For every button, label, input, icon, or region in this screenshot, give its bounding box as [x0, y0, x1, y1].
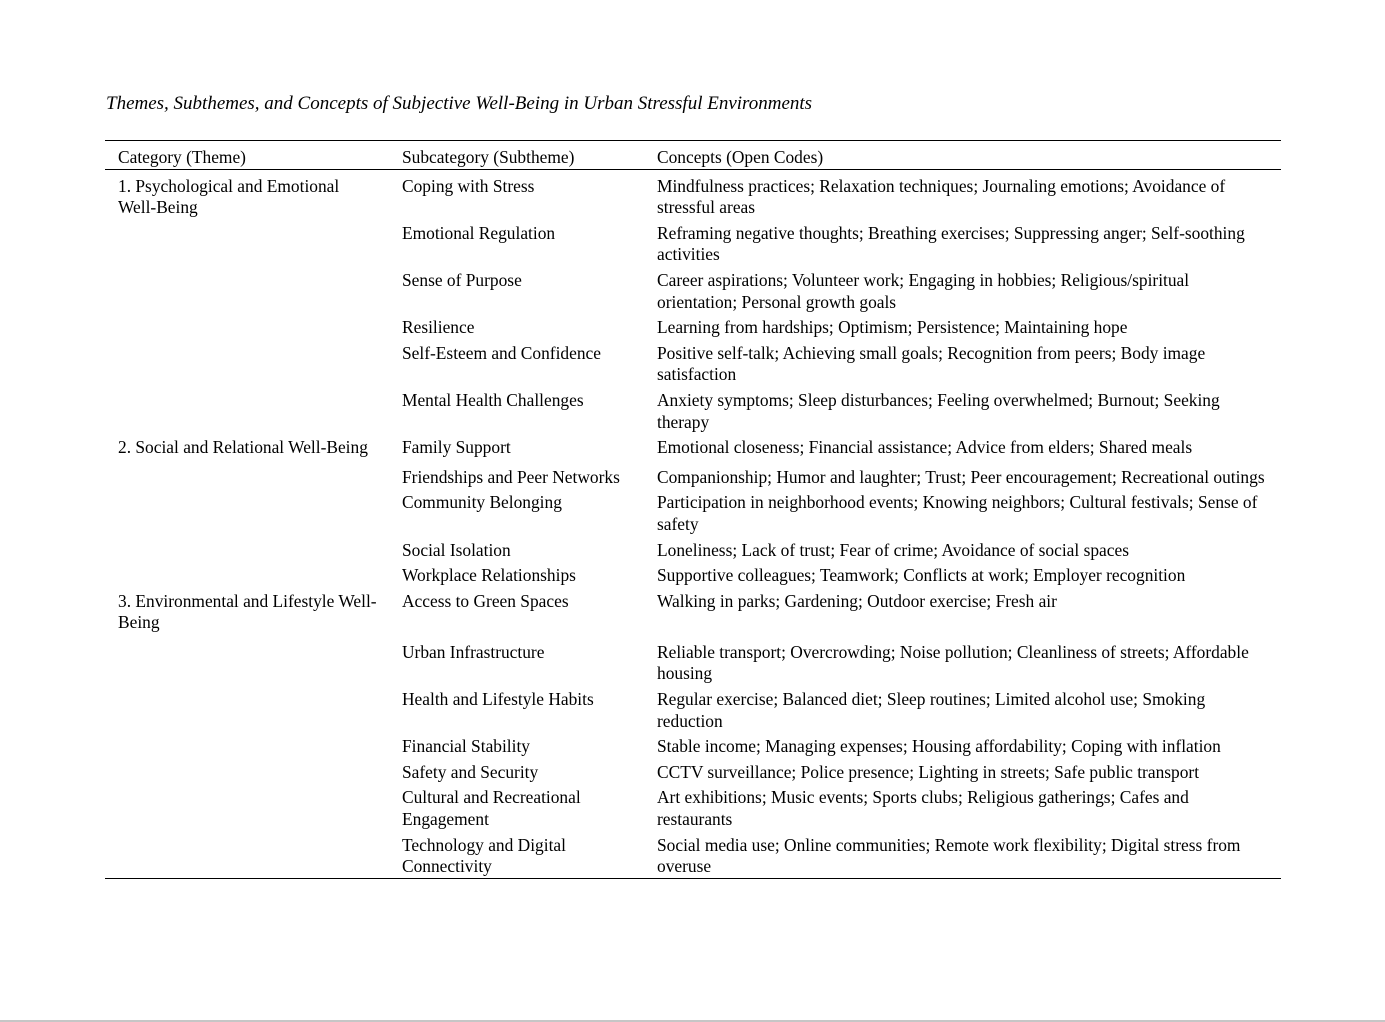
table-row [105, 638, 1281, 685]
cell-subcategory: Safety and Security [402, 761, 539, 782]
cell-concepts: Reliable transport; Overcrowding; Noise pollution; Cleanliness of streets; Affordable housing [657, 641, 1249, 684]
table-row [105, 219, 1281, 266]
cell-category [105, 313, 389, 339]
header-concepts: Concepts (Open Codes) [644, 141, 1281, 170]
cell-subcategory: Technology and Digital Connectivity [402, 834, 566, 877]
cell-category [105, 266, 389, 313]
table-row [105, 266, 1281, 313]
cell-concepts: Reframing negative thoughts; Breathing exercises; Suppressing anger; Self-soothing activities [657, 222, 1245, 265]
cell-subcategory: Resilience [402, 317, 475, 338]
cell-subcategory: Sense of Purpose [402, 269, 522, 290]
cell-category [105, 219, 389, 266]
cell-concepts: Mindfulness practices; Relaxation techniques; Journaling emotions; Avoidance of stressful areas [657, 175, 1226, 218]
table-row [105, 433, 1281, 463]
cell-category [105, 758, 389, 784]
cell-subcategory: Urban Infrastructure [402, 641, 545, 662]
cell-category: 2. Social and Relational Well-Being [118, 437, 368, 458]
cell-subcategory: Self-Esteem and Confidence [402, 342, 601, 363]
cell-concepts: Art exhibitions; Music events; Sports clubs; Religious gatherings; Cafes and restaurants [657, 787, 1189, 830]
cell-category [105, 638, 389, 685]
table-row [105, 587, 1281, 638]
header-subcategory: Subcategory (Subtheme) [389, 141, 644, 170]
cell-concepts: Loneliness; Lack of trust; Fear of crime; Avoidance of social spaces [657, 539, 1129, 560]
cell-category: 1. Psychological and Emotional Well-Being [118, 175, 340, 218]
cell-concepts: Anxiety symptoms; Sleep disturbances; Feeling overwhelmed; Burnout; Seeking therapy [657, 389, 1220, 432]
cell-category [105, 488, 389, 535]
table-row [105, 561, 1281, 587]
cell-concepts: Career aspirations; Volunteer work; Engaging in hobbies; Religious/spiritual orientation; Personal growth goals [657, 269, 1190, 312]
cell-concepts: Stable income; Managing expenses; Housing affordability; Coping with inflation [657, 736, 1221, 757]
cell-category: 3. Environmental and Lifestyle Well-Being [118, 590, 377, 633]
table-row [105, 463, 1281, 489]
cell-concepts: Supportive colleagues; Teamwork; Conflicts at work; Employer recognition [657, 565, 1186, 586]
cell-category [105, 783, 389, 830]
cell-subcategory: Cultural and Recreational Engagement [402, 787, 581, 830]
cell-subcategory: Financial Stability [402, 736, 531, 757]
header-category: Category (Theme) [105, 141, 389, 170]
table-row [105, 758, 1281, 784]
cell-concepts: CCTV surveillance; Police presence; Lighting in streets; Safe public transport [657, 761, 1200, 782]
cell-concepts: Participation in neighborhood events; Knowing neighbors; Cultural festivals; Sense of safety [657, 492, 1258, 534]
table-caption: Themes, Subthemes, and Concepts of Subjective Well-Being in Urban Stressful Environments [106, 93, 813, 114]
cell-subcategory: Community Belonging [402, 492, 562, 513]
cell-concepts: Social media use; Online communities; Remote work flexibility; Digital stress from overuse [657, 834, 1241, 877]
table-row [105, 339, 1281, 386]
table-header-row [105, 141, 1281, 170]
table-row [105, 313, 1281, 339]
table-row [105, 831, 1281, 879]
table-row [105, 685, 1281, 732]
table-row [105, 386, 1281, 433]
cell-concepts: Regular exercise; Balanced diet; Sleep routines; Limited alcohol use; Smoking reduction [657, 689, 1206, 731]
cell-category [105, 561, 389, 587]
cell-subcategory: Health and Lifestyle Habits [402, 689, 594, 710]
cell-category [105, 339, 389, 386]
cell-category [105, 536, 389, 562]
table-row [105, 488, 1281, 535]
cell-subcategory: Access to Green Spaces [402, 590, 569, 611]
table-row [105, 783, 1281, 830]
table-row [105, 732, 1281, 758]
cell-subcategory: Emotional Regulation [402, 222, 556, 243]
cell-category [105, 831, 389, 879]
cell-subcategory: Family Support [402, 437, 511, 458]
cell-concepts: Companionship; Humor and laughter; Trust; Peer encouragement; Recreational outings [657, 466, 1265, 487]
cell-concepts: Learning from hardships; Optimism; Persistence; Maintaining hope [657, 317, 1128, 338]
cell-subcategory: Social Isolation [402, 539, 511, 560]
table-row [105, 536, 1281, 562]
cell-category [105, 463, 389, 489]
cell-subcategory: Mental Health Challenges [402, 389, 584, 410]
cell-subcategory: Coping with Stress [402, 175, 535, 196]
cell-category [105, 386, 389, 433]
cell-subcategory: Friendships and Peer Networks [402, 466, 620, 487]
cell-concepts: Walking in parks; Gardening; Outdoor exercise; Fresh air [657, 590, 1057, 611]
cell-subcategory: Workplace Relationships [402, 565, 576, 586]
themes-table [105, 140, 1281, 879]
cell-concepts: Positive self-talk; Achieving small goals; Recognition from peers; Body image satisfaction [657, 342, 1206, 385]
cell-concepts: Emotional closeness; Financial assistance; Advice from elders; Shared meals [657, 437, 1193, 458]
cell-category [105, 732, 389, 758]
cell-category [105, 685, 389, 732]
table-row [105, 169, 1281, 219]
